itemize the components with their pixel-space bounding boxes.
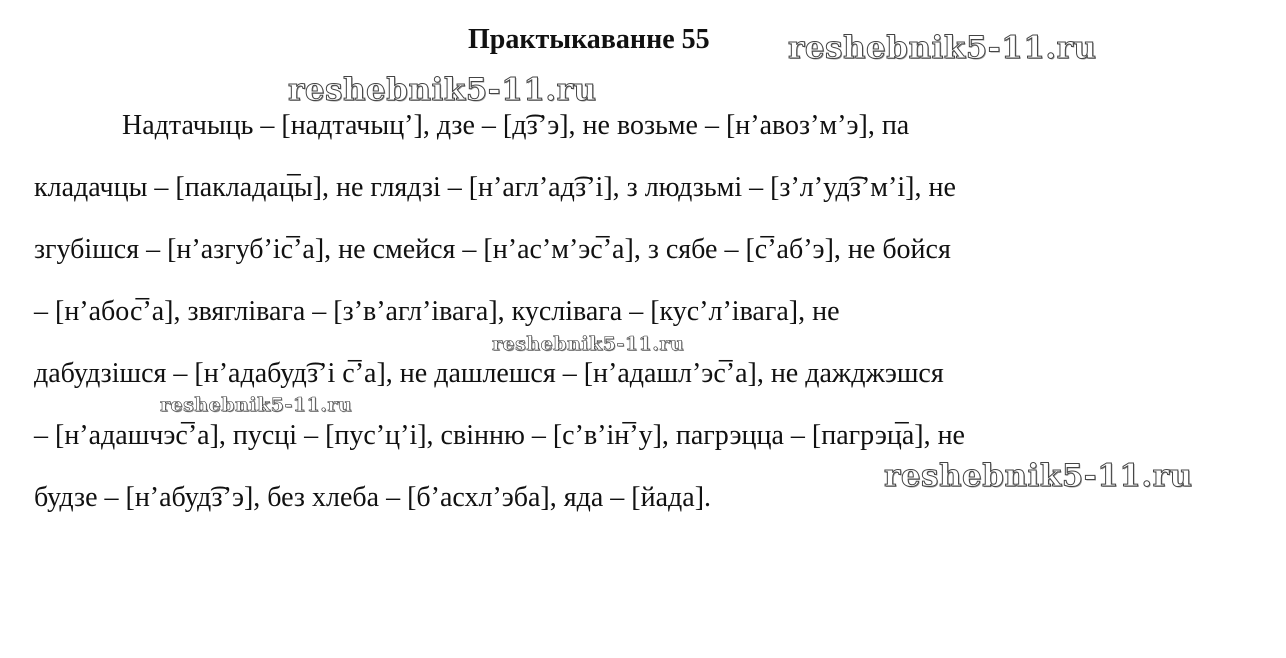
exercise-title: Практыкаванне 55 bbox=[468, 24, 710, 55]
watermark: reshebnik5-11.ru bbox=[160, 394, 353, 416]
watermark: reshebnik5-11.ru bbox=[288, 72, 597, 108]
watermark: reshebnik5-11.ru bbox=[492, 333, 685, 355]
text-line-4: – [н’абос̅’а], звяглівага – [з’в’агл’івага], куслівага – [кус’л’івага], не bbox=[34, 296, 840, 327]
text-line-1: Надтачыць – [надтачыц’], дзе – [д͡з’э], не возьме – [н’авоз’м’э], па bbox=[122, 110, 910, 141]
watermark: reshebnik5-11.ru bbox=[884, 458, 1193, 494]
text-line-2: кладачцы – [пакладац̅ы], не глядзі – [н’агл’ад͡з’і], з людзьмі – [з’л’уд͡з’м’і], не bbox=[34, 172, 956, 203]
text-line-6: – [н’адашчэс̅’а], пусці – [пус’ц’і], свінню – [с’в’ін̅’у], пагрэцца – [пагрэц̅а], не bbox=[34, 420, 965, 451]
text-line-7: будзе – [н’абуд͡з’э], без хлеба – [б’асхл’эба], яда – [йада]. bbox=[34, 482, 712, 513]
text-line-5: дабудзішся – [н’адабуд͡з’і с̅’а], не дашлешся – [н’адашл’эс̅’а], не дажджэшся bbox=[34, 358, 944, 389]
watermark: reshebnik5-11.ru bbox=[788, 30, 1097, 66]
text-line-3: згубішся – [н’азгуб’іс̅’а], не смейся – [н’ас’м’эс̅’а], з сябе – [с̅’аб’э], не бойся bbox=[34, 234, 951, 265]
